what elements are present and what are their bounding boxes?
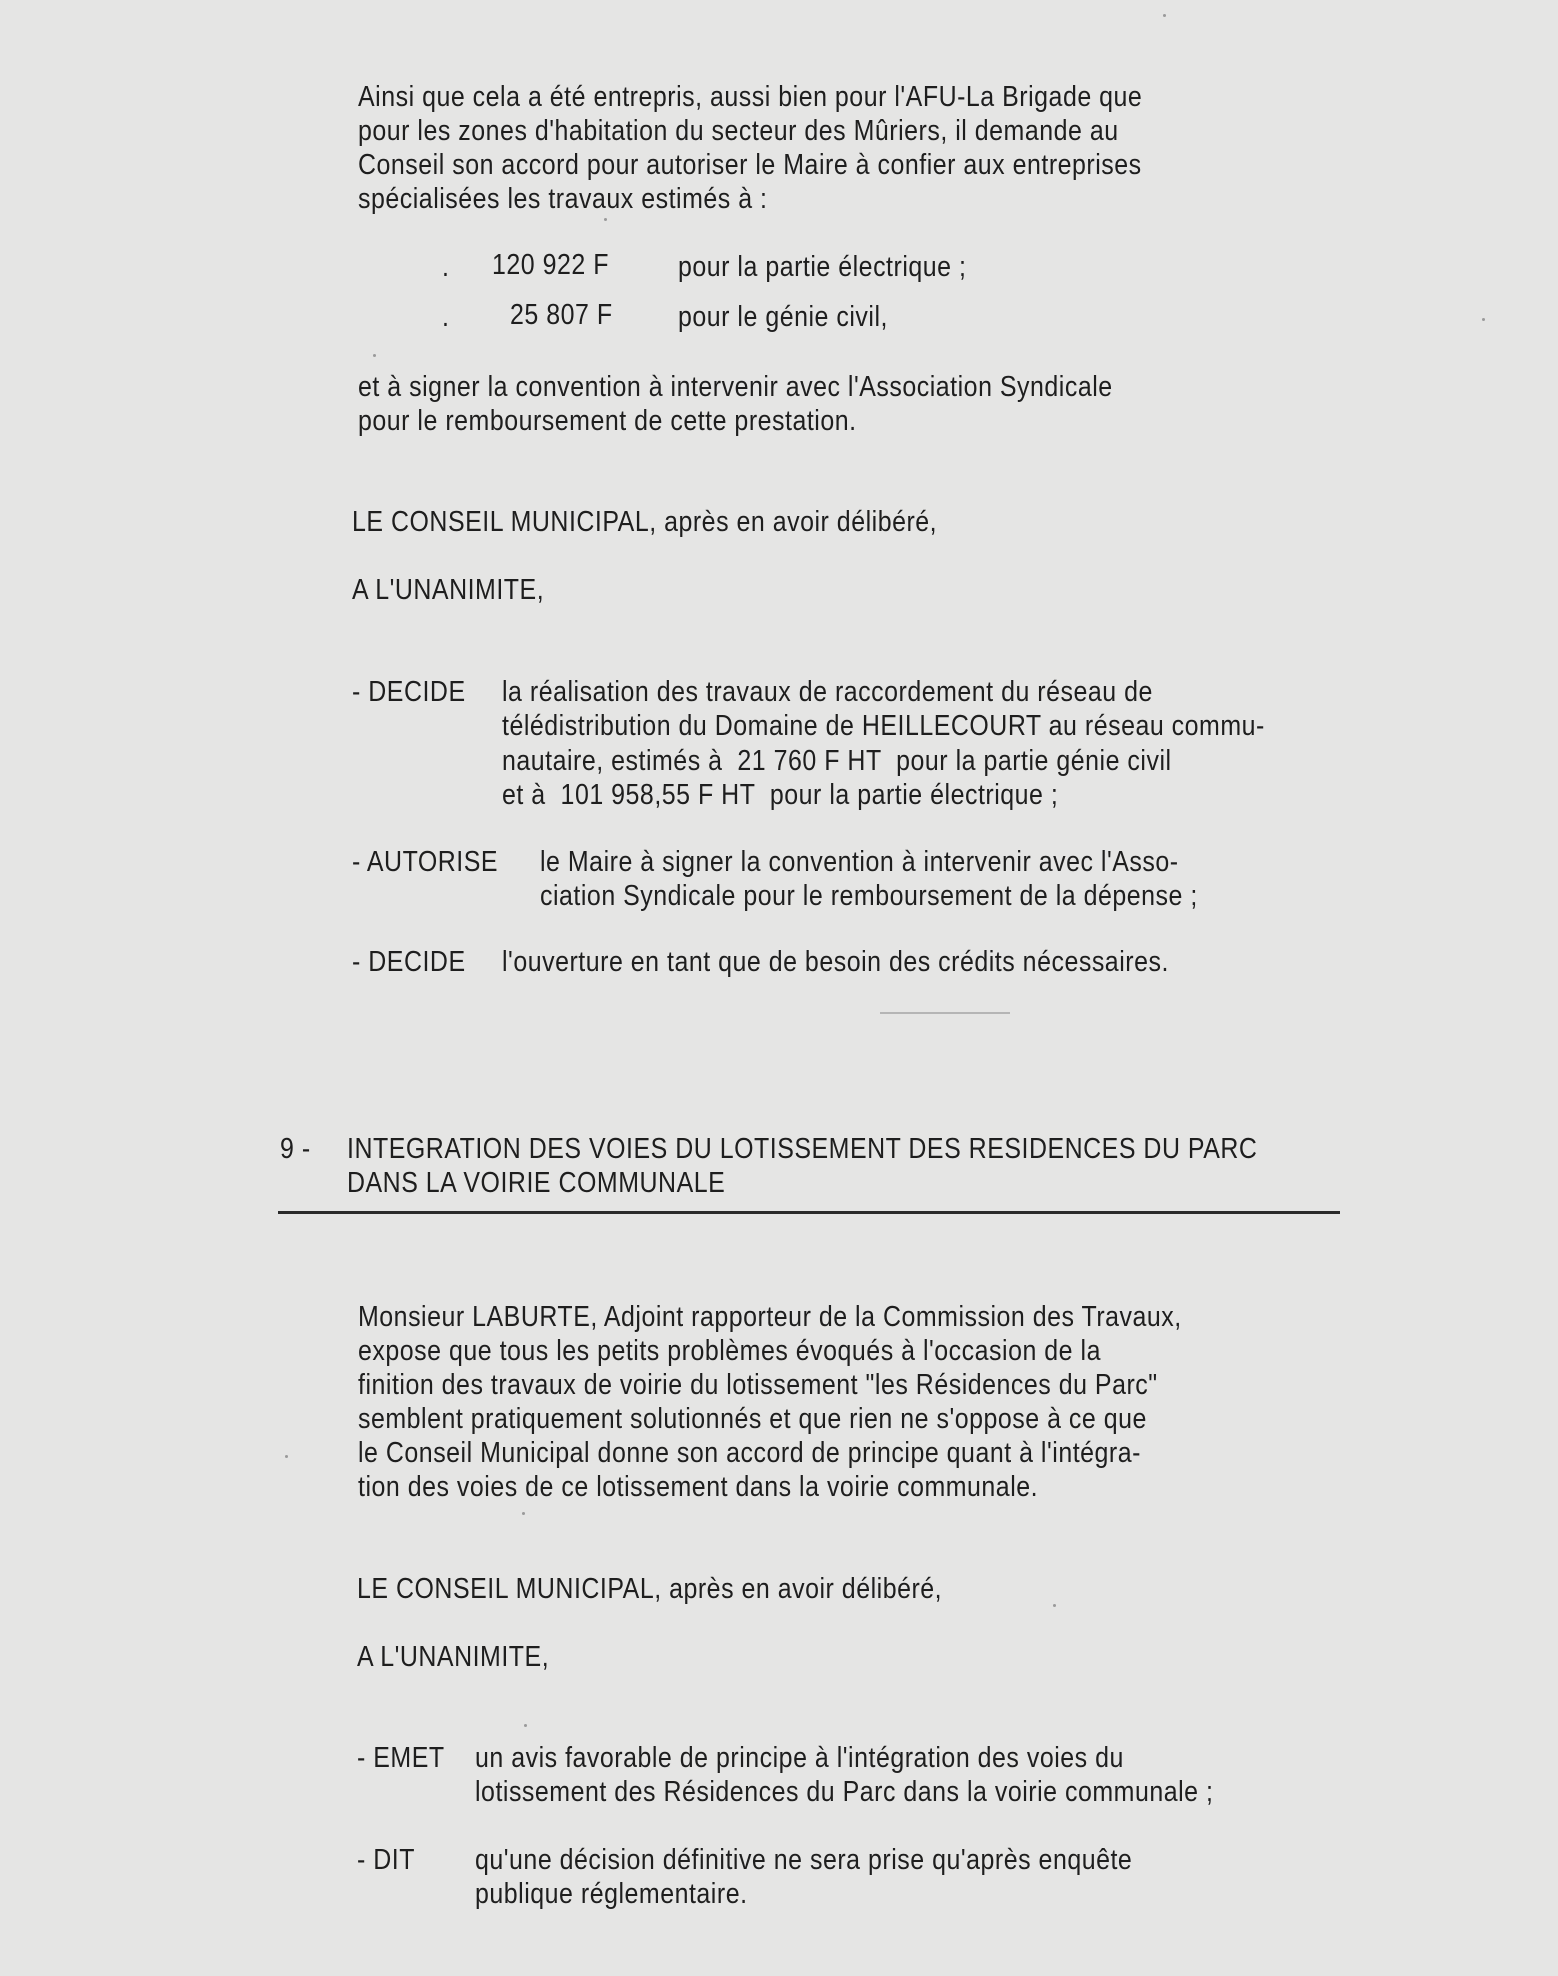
text-line: spécialisées les travaux estimés à : <box>358 183 768 215</box>
scan-speck <box>285 1455 288 1458</box>
unanimous-vote: A L'UNANIMITE, <box>357 1641 550 1673</box>
text-line: tion des voies de ce lotissement dans la voirie communale. <box>358 1471 1039 1503</box>
decision-verb: - EMET <box>357 1742 445 1774</box>
bullet: . <box>442 251 450 283</box>
scan-speck <box>1482 318 1485 321</box>
decision-line: qu'une décision définitive ne sera prise qu'après enquête <box>475 1844 1133 1876</box>
bullet: . <box>442 301 450 333</box>
decision-line: et à 101 958,55 F HT pour la partie électrique ; <box>502 779 1059 811</box>
text-line: expose que tous les petits problèmes évoqués à l'occasion de la <box>358 1335 1101 1367</box>
decision-line: un avis favorable de principe à l'intégration des voies du <box>475 1742 1124 1774</box>
estimate-amount: 25 807 F <box>510 299 613 331</box>
estimate-amount: 120 922 F <box>492 249 609 281</box>
council-deliberation: LE CONSEIL MUNICIPAL, après en avoir délibéré, <box>357 1573 943 1605</box>
decision-line: télédistribution du Domaine de HEILLECOURT au réseau commu- <box>502 710 1265 742</box>
decision-line: le Maire à signer la convention à intervenir avec l'Asso- <box>540 846 1179 878</box>
text-line: pour le remboursement de cette prestation. <box>358 405 857 437</box>
decision-verb: - DECIDE <box>352 676 466 708</box>
text-line: le Conseil Municipal donne son accord de principe quant à l'intégra- <box>358 1437 1141 1469</box>
decision-line: publique réglementaire. <box>475 1878 748 1910</box>
section-underline <box>278 1211 1340 1214</box>
council-deliberation: LE CONSEIL MUNICIPAL, après en avoir délibéré, <box>352 506 938 538</box>
estimate-label: pour la partie électrique ; <box>678 251 967 283</box>
scan-speck <box>604 218 607 221</box>
unanimous-vote: A L'UNANIMITE, <box>352 574 545 606</box>
decision-verb: - AUTORISE <box>352 846 499 878</box>
text-line: Conseil son accord pour autoriser le Maire à confier aux entreprises <box>358 149 1142 181</box>
text-line: finition des travaux de voirie du lotissement "les Résidences du Parc" <box>358 1369 1158 1401</box>
scan-speck <box>522 1512 525 1515</box>
faint-divider <box>880 1012 1010 1014</box>
decision-line: l'ouverture en tant que de besoin des crédits nécessaires. <box>502 946 1169 978</box>
scan-speck <box>1163 14 1166 17</box>
decision-line: nautaire, estimés à 21 760 F HT pour la partie génie civil <box>502 745 1172 777</box>
scan-speck <box>373 354 376 357</box>
decision-line: lotissement des Résidences du Parc dans la voirie communale ; <box>475 1776 1214 1808</box>
section-title-line: DANS LA VOIRIE COMMUNALE <box>347 1167 726 1199</box>
text-line: Ainsi que cela a été entrepris, aussi bien pour l'AFU-La Brigade que <box>358 81 1143 113</box>
estimate-label: pour le génie civil, <box>678 301 888 333</box>
scan-speck <box>1053 1604 1056 1607</box>
section-title-line: INTEGRATION DES VOIES DU LOTISSEMENT DES RESIDENCES DU PARC <box>347 1133 1258 1165</box>
decision-verb: - DIT <box>357 1844 415 1876</box>
text-line: et à signer la convention à intervenir avec l'Association Syndicale <box>358 371 1113 403</box>
decision-line: ciation Syndicale pour le remboursement de la dépense ; <box>540 880 1198 912</box>
section-number: 9 - <box>280 1133 311 1165</box>
decision-verb: - DECIDE <box>352 946 466 978</box>
text-line: semblent pratiquement solutionnés et que rien ne s'oppose à ce que <box>358 1403 1147 1435</box>
scan-speck <box>524 1724 527 1727</box>
decision-line: la réalisation des travaux de raccordement du réseau de <box>502 676 1153 708</box>
text-line: Monsieur LABURTE, Adjoint rapporteur de la Commission des Travaux, <box>358 1301 1182 1333</box>
text-line: pour les zones d'habitation du secteur des Mûriers, il demande au <box>358 115 1119 147</box>
